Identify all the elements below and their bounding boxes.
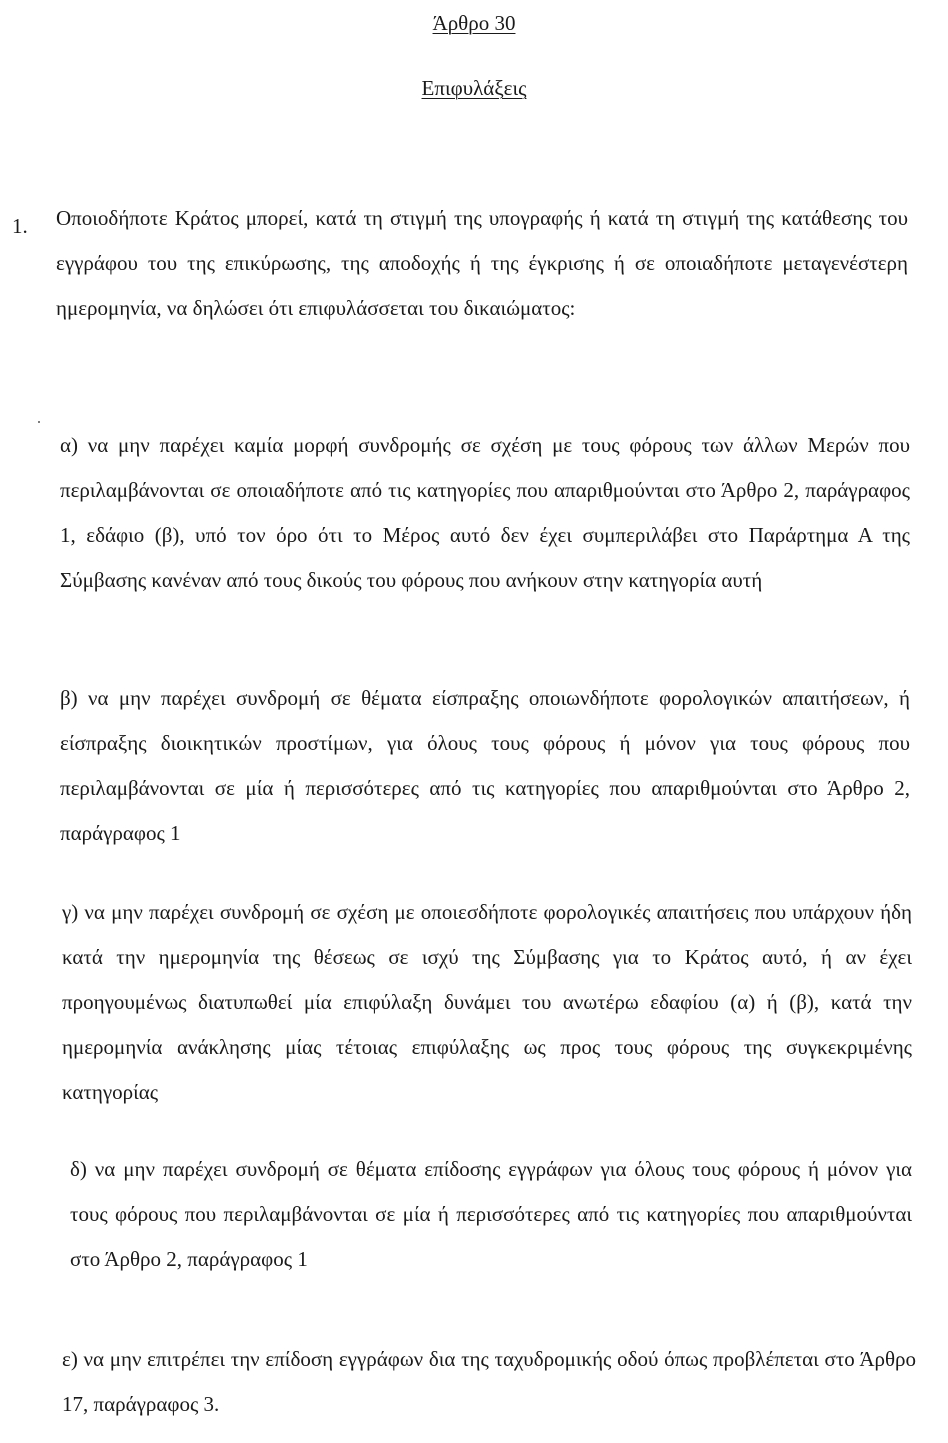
item-d: δ) να μην παρέχει συνδρομή σε θέματα επίδοσης εγγράφων για όλους τους φόρους ή μόνον για τους φόρους που περιλαμβάνονται σε μία ή περισσότερες από τις κατηγορίες που απαριθμούνται στο Άρθρο 2, παράγραφος 1	[70, 1157, 912, 1271]
paragraph-number: 1.	[12, 214, 28, 238]
item-e: ε) να μην επιτρέπει την επίδοση εγγράφων δια της ταχυδρομικής οδού όπως προβλέπεται στο Άρθρο 17, παράγραφος 3.	[62, 1347, 916, 1416]
article-title: Άρθρο 30	[432, 11, 516, 35]
item-c: γ) να μην παρέχει συνδρομή σε σχέση με οποιεσδήποτε φορολογικές απαιτήσεις που υπάρχουν ήδη κατά την ημερομηνία της θέσεως σε ισχύ της Σύμβασης για το Κράτος αυτό, ή αν έχει προηγουμένως διατυπωθεί μία επιφύλαξη δυνάμει του ανωτέρω εδαφίου (α) ή (β), κατά την ημερομηνία ανάκλησης μίας τέτοιας επιφύλαξης ως προς τους φόρους της συγκεκριμένης κατηγορίας	[62, 900, 912, 1104]
paragraph-1-text: Οποιοδήποτε Κράτος μπορεί, κατά τη στιγμή της υπογραφής ή κατά τη στιγμή της κατάθεσης του εγγράφου του της επικύρωσης, της αποδοχής ή της έγκρισης ή σε οποιαδήποτε μεταγενέστερη ημερομηνία, να δηλώσει ότι επιφυλάσσεται του δικαιώματος:	[56, 206, 908, 320]
article-subtitle: Επιφυλάξεις	[421, 76, 527, 100]
item-a: α) να μην παρέχει καμία μορφή συνδρομής σε σχέση με τους φόρους των άλλων Μερών που περιλαμβάνονται σε οποιαδήποτε από τις κατηγορίες που απαριθμούνται στο Άρθρο 2, παράγραφος 1, εδάφιο (β), υπό τον όρο ότι το Μέρος αυτό δεν έχει συμπεριλάβει στο Παράρτημα Α της Σύμβασης κανέναν από τους δικούς του φόρους που ανήκουν στην κατηγορία αυτή	[60, 433, 910, 592]
scan-speck	[38, 421, 40, 423]
item-b: β) να μην παρέχει συνδρομή σε θέματα είσπραξης οποιωνδήποτε φορολογικών απαιτήσεων, ή είσπραξης διοικητικών προστίμων, για όλους τους φόρους ή μόνον για τους φόρους που περιλαμβάνονται σε μία ή περισσότερες από τις κατηγορίες που απαριθμούνται στο Άρθρο 2, παράγραφος 1	[60, 686, 910, 845]
